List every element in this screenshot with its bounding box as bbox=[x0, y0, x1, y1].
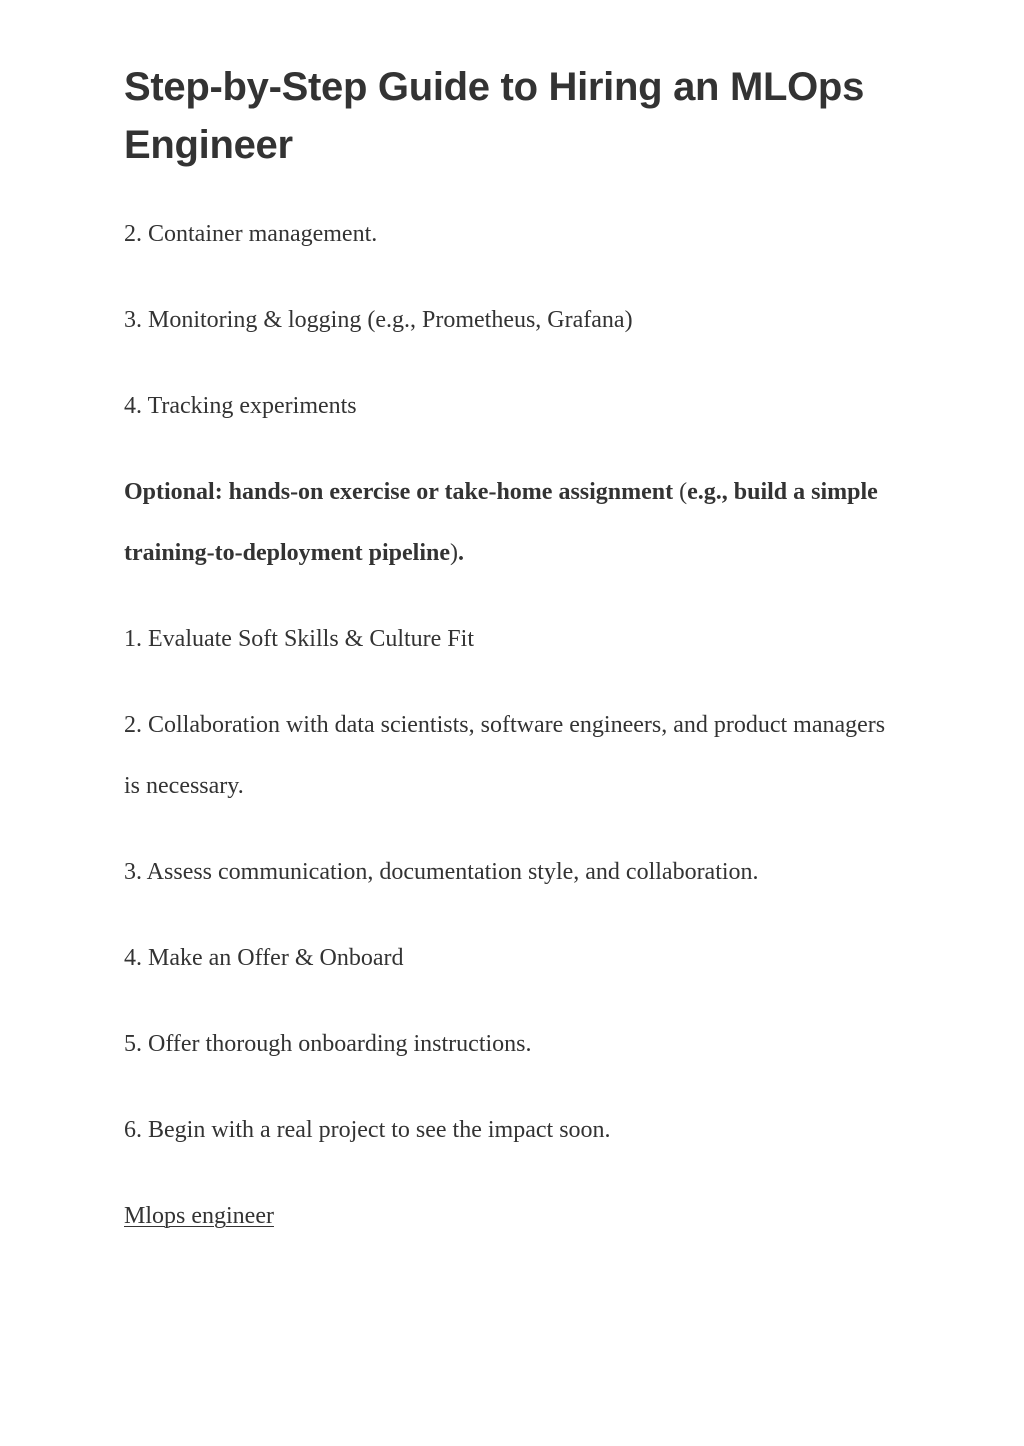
paragraph-container-management: 2. Container management. bbox=[124, 221, 378, 247]
paragraph-soft-skills: 1. Evaluate Soft Skills & Culture Fit bbox=[124, 626, 474, 652]
link-paragraph bbox=[124, 1186, 904, 1247]
paragraph-assess-communication: 3. Assess communication, documentation style, and collaboration. bbox=[124, 859, 759, 885]
paragraph-real-project: 6. Begin with a real project to see the impact soon. bbox=[124, 1117, 611, 1143]
article bbox=[124, 58, 904, 1272]
article-title: Step-by-Step Guide to Hiring an MLOps Engineer bbox=[124, 65, 865, 167]
paragraph-onboarding: 5. Offer thorough onboarding instructions. bbox=[124, 1031, 532, 1057]
optional-text-example: e.g., build a simple training-to-deployment pipeline bbox=[124, 479, 878, 566]
paragraph-make-offer: 4. Make an Offer & Onboard bbox=[124, 945, 404, 971]
paragraph-monitoring-logging: 3. Monitoring & logging (e.g., Prometheus, Grafana) bbox=[124, 307, 633, 333]
paragraph-collaboration: 2. Collaboration with data scientists, software engineers, and product managers is necessary. bbox=[124, 712, 886, 799]
optional-paren-close: ) bbox=[450, 540, 459, 566]
optional-period: . bbox=[458, 540, 465, 566]
paragraph-optional-assignment bbox=[124, 462, 904, 584]
mlops-engineer-link[interactable]: Mlops engineer bbox=[124, 1203, 274, 1229]
optional-text-lead: Optional: hands-on exercise or take-home assignment bbox=[124, 479, 680, 505]
optional-paren-open: ( bbox=[679, 479, 688, 505]
paragraph-tracking-experiments: 4. Tracking experiments bbox=[124, 393, 357, 419]
